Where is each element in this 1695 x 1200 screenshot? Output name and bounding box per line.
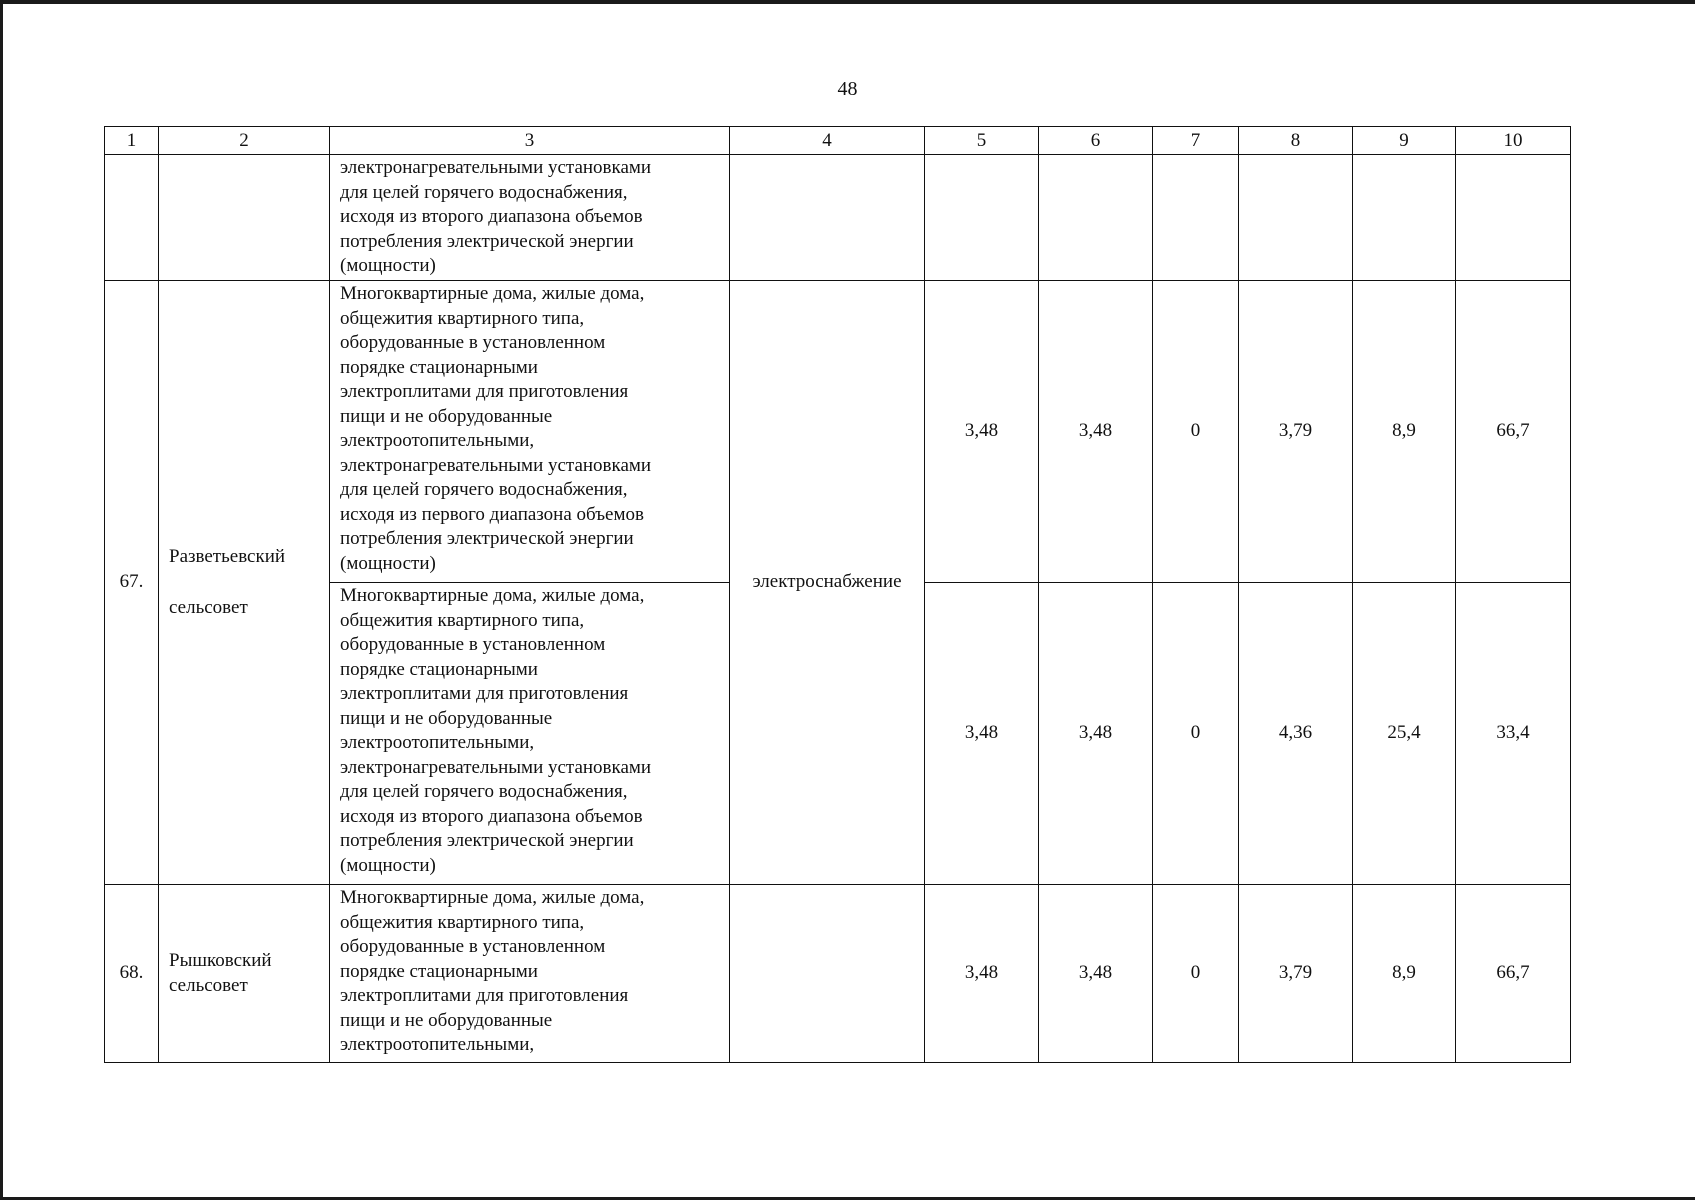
row-68-value-9: 8,9 — [1353, 885, 1456, 1063]
column-header-9: 9 — [1353, 127, 1456, 155]
continued-name-cell — [159, 155, 330, 281]
column-header-2: 2 — [159, 127, 330, 155]
row-68-index: 68. — [105, 885, 159, 1063]
continued-value-9 — [1353, 155, 1456, 281]
row-67-first-value-10: 66,7 — [1456, 281, 1571, 583]
column-header-3: 3 — [330, 127, 730, 155]
row-67-first-value-7: 0 — [1153, 281, 1239, 583]
continued-value-5 — [925, 155, 1039, 281]
row-68 — [105, 885, 1571, 1063]
row-67-municipality: Разветьевский сельсовет — [159, 281, 330, 885]
row-67-second-range-description: Многоквартирные дома, жилые дома, общежития квартирного типа, оборудованные в установленном порядке стационарными электроплитами для приготовления пищи и не оборудованные электроотопительными, электронагревательными установками для целей горячего водоснабжения, исходя из второго диапазона объемов потребления электрической энергии (мощности) — [330, 583, 730, 885]
row-67-first-range-description: Многоквартирные дома, жилые дома, общежития квартирного типа, оборудованные в установленном порядке стационарными электроплитами для приготовления пищи и не оборудованные электроотопительными, электронагревательными установками для целей горячего водоснабжения, исходя из первого диапазона объемов потребления электрической энергии (мощности) — [330, 281, 730, 583]
row-67-second-value-7: 0 — [1153, 583, 1239, 885]
scan-border-top — [0, 0, 1695, 4]
row-67-second-value-8: 4,36 — [1239, 583, 1353, 885]
column-header-10: 10 — [1456, 127, 1571, 155]
column-header-4: 4 — [730, 127, 925, 155]
continued-value-6 — [1039, 155, 1153, 281]
column-header-5: 5 — [925, 127, 1039, 155]
continued-description: электронагревательными установками для целей горячего водоснабжения, исходя из второго диапазона объемов потребления электрической энергии (мощности) — [330, 155, 730, 281]
tariff-table — [104, 126, 1571, 1063]
row-68-description: Многоквартирные дома, жилые дома, общежития квартирного типа, оборудованные в установленном порядке стационарными электроплитами для приготовления пищи и не оборудованные электроотопительными, — [330, 885, 730, 1063]
row-67-second-value-5: 3,48 — [925, 583, 1039, 885]
column-header-6: 6 — [1039, 127, 1153, 155]
row-67-second-value-9: 25,4 — [1353, 583, 1456, 885]
column-header-8: 8 — [1239, 127, 1353, 155]
row-68-municipality: Рышковский сельсовет — [159, 885, 330, 1063]
column-header-1: 1 — [105, 127, 159, 155]
row-67-first-value-8: 3,79 — [1239, 281, 1353, 583]
row-68-value-5: 3,48 — [925, 885, 1039, 1063]
continued-row — [105, 155, 1571, 281]
continued-value-8 — [1239, 155, 1353, 281]
row-67-first-value-9: 8,9 — [1353, 281, 1456, 583]
continued-value-7 — [1153, 155, 1239, 281]
row-68-value-7: 0 — [1153, 885, 1239, 1063]
row-68-value-8: 3,79 — [1239, 885, 1353, 1063]
row-67-service: электроснабжение — [730, 281, 925, 885]
row-67-first-value-5: 3,48 — [925, 281, 1039, 583]
row-68-value-6: 3,48 — [1039, 885, 1153, 1063]
page-number: 48 — [837, 78, 858, 100]
scan-border-left — [0, 0, 3, 1200]
column-number-header-row — [105, 127, 1571, 155]
column-header-7: 7 — [1153, 127, 1239, 155]
row-68-value-10: 66,7 — [1456, 885, 1571, 1063]
row-67-first-value-6: 3,48 — [1039, 281, 1153, 583]
row-67-first-range — [105, 281, 1571, 583]
row-67-index: 67. — [105, 281, 159, 885]
continued-service-cell — [730, 155, 925, 281]
row-68-service-cell — [730, 885, 925, 1063]
continued-index-cell — [105, 155, 159, 281]
row-67-second-value-10: 33,4 — [1456, 583, 1571, 885]
continued-value-10 — [1456, 155, 1571, 281]
row-67-second-value-6: 3,48 — [1039, 583, 1153, 885]
